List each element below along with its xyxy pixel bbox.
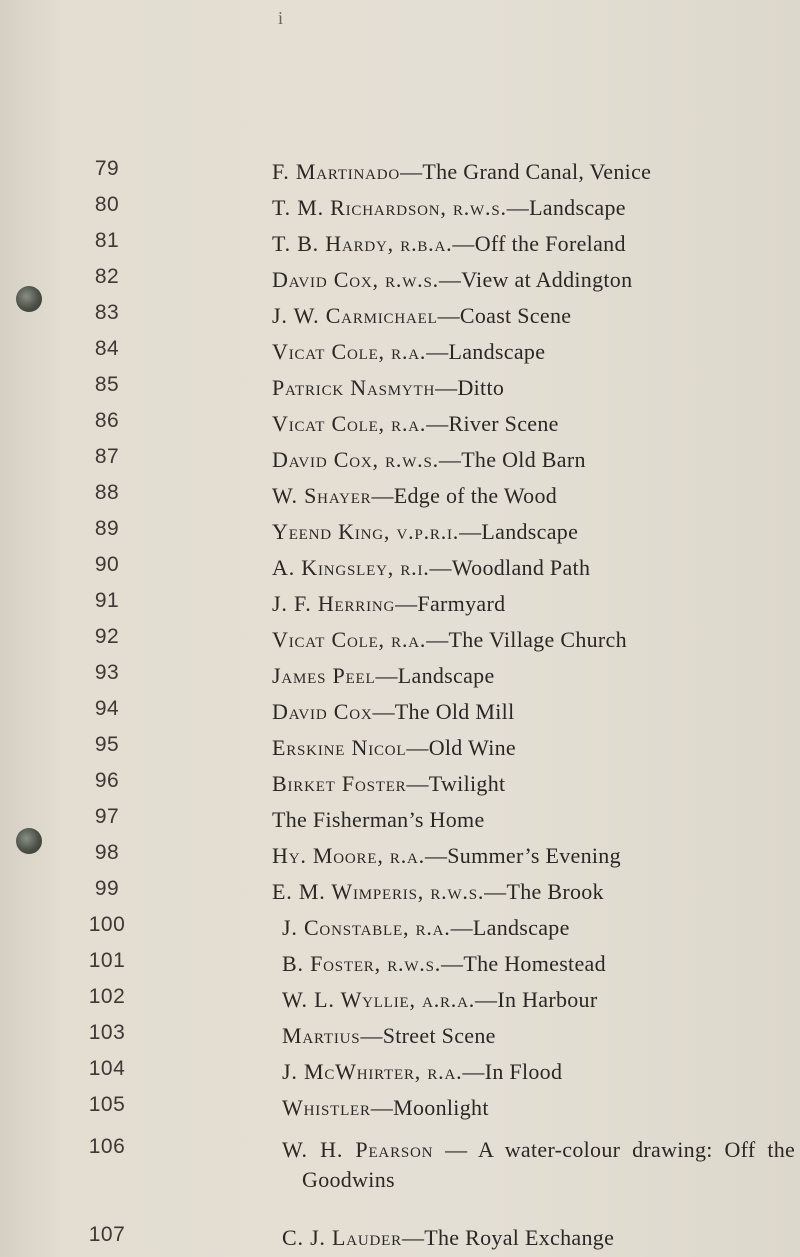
lot-description <box>272 769 782 799</box>
artwork-title: —The Old Mill <box>372 699 515 724</box>
catalogue-entry <box>0 589 800 619</box>
artist-name: A. Kingsley, r.i. <box>272 555 430 580</box>
catalogue-entry <box>0 841 800 871</box>
lot-description <box>282 913 782 943</box>
artwork-title: —Twilight <box>406 771 506 796</box>
lot-description <box>272 445 782 475</box>
catalogue-entry <box>0 661 800 691</box>
lot-number: 101 <box>88 949 126 972</box>
page-mark: i <box>278 8 284 28</box>
artwork-title: —The Village Church <box>426 627 627 652</box>
catalogue-entry <box>0 229 800 259</box>
artwork-title: —Landscape <box>459 519 579 544</box>
artwork-title: —Landscape <box>426 339 546 364</box>
artwork-title: —The Royal Exchange <box>401 1225 615 1250</box>
catalogue-entry <box>0 481 800 511</box>
artwork-title: —River Scene <box>426 411 559 436</box>
lot-number: 105 <box>88 1093 126 1116</box>
artwork-title: —Woodland Path <box>429 555 591 580</box>
lot-number: 91 <box>94 589 120 612</box>
lot-number: 96 <box>94 769 120 792</box>
lot-description <box>272 193 782 223</box>
catalogue-entry <box>0 913 800 943</box>
artist-name: C. J. Lauder <box>282 1225 402 1250</box>
artist-name: W. H. Pearson <box>282 1137 434 1162</box>
lot-number: 88 <box>94 481 120 504</box>
catalogue-entry <box>0 1223 800 1253</box>
lot-description <box>272 337 782 367</box>
catalogue-entry <box>0 985 800 1015</box>
artwork-title: —Summer’s Evening <box>424 843 621 868</box>
artwork-title: — A water-colour drawing: Off the <box>433 1137 796 1162</box>
lot-number: 100 <box>88 913 126 936</box>
lot-description <box>272 877 782 907</box>
lot-number: 103 <box>88 1021 126 1044</box>
lot-number: 86 <box>94 409 120 432</box>
lot-number: 99 <box>94 877 120 900</box>
lot-number: 80 <box>94 193 120 216</box>
catalogue-entry <box>0 409 800 439</box>
lot-number: 102 <box>88 985 126 1008</box>
catalogue-entry <box>0 337 800 367</box>
catalogue-entry <box>0 445 800 475</box>
lot-number: 94 <box>94 697 120 720</box>
artist-name: J. McWhirter, r.a. <box>282 1059 463 1084</box>
lot-description-continuation: Goodwins <box>302 1167 395 1192</box>
catalogue-entry <box>0 517 800 547</box>
catalogue-entry <box>0 265 800 295</box>
lot-number: 81 <box>94 229 120 252</box>
artist-name: Vicat Cole, r.a. <box>272 339 427 364</box>
artist-name: David Cox, r.w.s. <box>272 447 439 472</box>
lot-number: 87 <box>94 445 120 468</box>
artwork-title: —Edge of the Wood <box>371 483 558 508</box>
lot-description <box>272 517 782 547</box>
lot-description <box>282 1135 796 1165</box>
artist-name: Birket Foster <box>272 771 407 796</box>
artwork-title: —The Homestead <box>441 951 606 976</box>
lot-number: 93 <box>94 661 120 684</box>
catalogue-entry <box>0 625 800 655</box>
lot-number: 82 <box>94 265 120 288</box>
artist-name: Vicat Cole, r.a. <box>272 411 427 436</box>
artwork-title: —In Harbour <box>475 987 598 1012</box>
lot-description <box>282 1093 782 1123</box>
artist-name: Hy. Moore, r.a. <box>272 843 425 868</box>
lot-number: 98 <box>94 841 120 864</box>
artist-name: Whistler <box>282 1095 371 1120</box>
artwork-title: —Landscape <box>375 663 495 688</box>
artist-name: E. M. Wimperis, r.w.s. <box>272 879 485 904</box>
artwork-title: —Coast Scene <box>437 303 572 328</box>
lot-description <box>272 481 782 511</box>
artwork-title: —Street Scene <box>360 1023 496 1048</box>
artist-name: Martius <box>282 1023 361 1048</box>
lot-description <box>272 697 782 727</box>
lot-number: 106 <box>88 1135 126 1158</box>
lot-description <box>272 733 782 763</box>
lot-description <box>282 949 782 979</box>
artwork-title: —Landscape <box>450 915 570 940</box>
lot-description <box>282 1223 782 1253</box>
lot-number: 79 <box>94 157 120 180</box>
artist-name: Erskine Nicol <box>272 735 407 760</box>
catalogue-entry <box>0 157 800 187</box>
catalogue-entry <box>0 1021 800 1051</box>
lot-description <box>272 841 782 871</box>
lot-number: 89 <box>94 517 120 540</box>
lot-description <box>272 265 782 295</box>
artist-name: J. W. Carmichael <box>272 303 438 328</box>
artwork-title: —The Old Barn <box>438 447 586 472</box>
artist-name: W. Shayer <box>272 483 372 508</box>
lot-description <box>282 1057 782 1087</box>
catalogue-entry <box>0 553 800 583</box>
lot-number: 92 <box>94 625 120 648</box>
artwork-title: The Fisherman’s Home <box>272 807 485 832</box>
lot-number: 97 <box>94 805 120 828</box>
catalogue-entry <box>0 949 800 979</box>
artist-name: J. F. Herring <box>272 591 396 616</box>
catalogue-entry <box>0 769 800 799</box>
artist-name: W. L. Wyllie, a.r.a. <box>282 987 476 1012</box>
catalogue-entry <box>0 193 800 223</box>
artwork-title: —Moonlight <box>370 1095 489 1120</box>
artist-name: Yeend King, v.p.r.i. <box>272 519 460 544</box>
lot-description <box>272 589 782 619</box>
lot-description <box>272 373 782 403</box>
lot-description <box>272 661 782 691</box>
artist-name: David Cox, r.w.s. <box>272 267 439 292</box>
lot-description <box>272 301 782 331</box>
lot-number: 104 <box>88 1057 126 1080</box>
artwork-title: —Off the Foreland <box>452 231 626 256</box>
artist-name: T. B. Hardy, r.b.a. <box>272 231 453 256</box>
lot-number: 84 <box>94 337 120 360</box>
catalogue-entry <box>0 697 800 727</box>
catalogue-entry <box>0 373 800 403</box>
catalogue-entry <box>0 1057 800 1087</box>
artwork-title: —The Grand Canal, Venice <box>400 159 652 184</box>
lot-description <box>272 553 782 583</box>
artwork-title: —Farmyard <box>395 591 506 616</box>
artist-name: F. Martinado <box>272 159 401 184</box>
catalogue-entry <box>0 1093 800 1123</box>
artwork-title: —Landscape <box>506 195 626 220</box>
artist-name: T. M. Richardson, r.w.s. <box>272 195 507 220</box>
lot-description <box>272 409 782 439</box>
catalogue-entry <box>0 301 800 331</box>
lot-description <box>272 625 782 655</box>
catalogue-entry <box>0 733 800 763</box>
artist-name: J. Constable, r.a. <box>282 915 451 940</box>
artwork-title: —Old Wine <box>406 735 516 760</box>
catalogue-entry <box>0 1135 800 1201</box>
lot-number: 90 <box>94 553 120 576</box>
artwork-title: —View at Addington <box>438 267 633 292</box>
artist-name: Vicat Cole, r.a. <box>272 627 427 652</box>
artist-name: Patrick Nasmyth <box>272 375 436 400</box>
artist-name: James Peel <box>272 663 376 688</box>
lot-number: 85 <box>94 373 120 396</box>
lot-number: 107 <box>88 1223 126 1246</box>
lot-description <box>272 805 782 835</box>
lot-description <box>282 1021 782 1051</box>
lot-number: 95 <box>94 733 120 756</box>
artwork-title: —The Brook <box>484 879 604 904</box>
artwork-title: —Ditto <box>435 375 505 400</box>
artist-name: B. Foster, r.w.s. <box>282 951 442 976</box>
lot-number: 83 <box>94 301 120 324</box>
catalogue-entry <box>0 805 800 835</box>
lot-description <box>272 157 782 187</box>
catalogue-entry <box>0 877 800 907</box>
lot-description <box>272 229 782 259</box>
artist-name: David Cox <box>272 699 373 724</box>
lot-description <box>282 985 782 1015</box>
artwork-title: —In Flood <box>462 1059 563 1084</box>
